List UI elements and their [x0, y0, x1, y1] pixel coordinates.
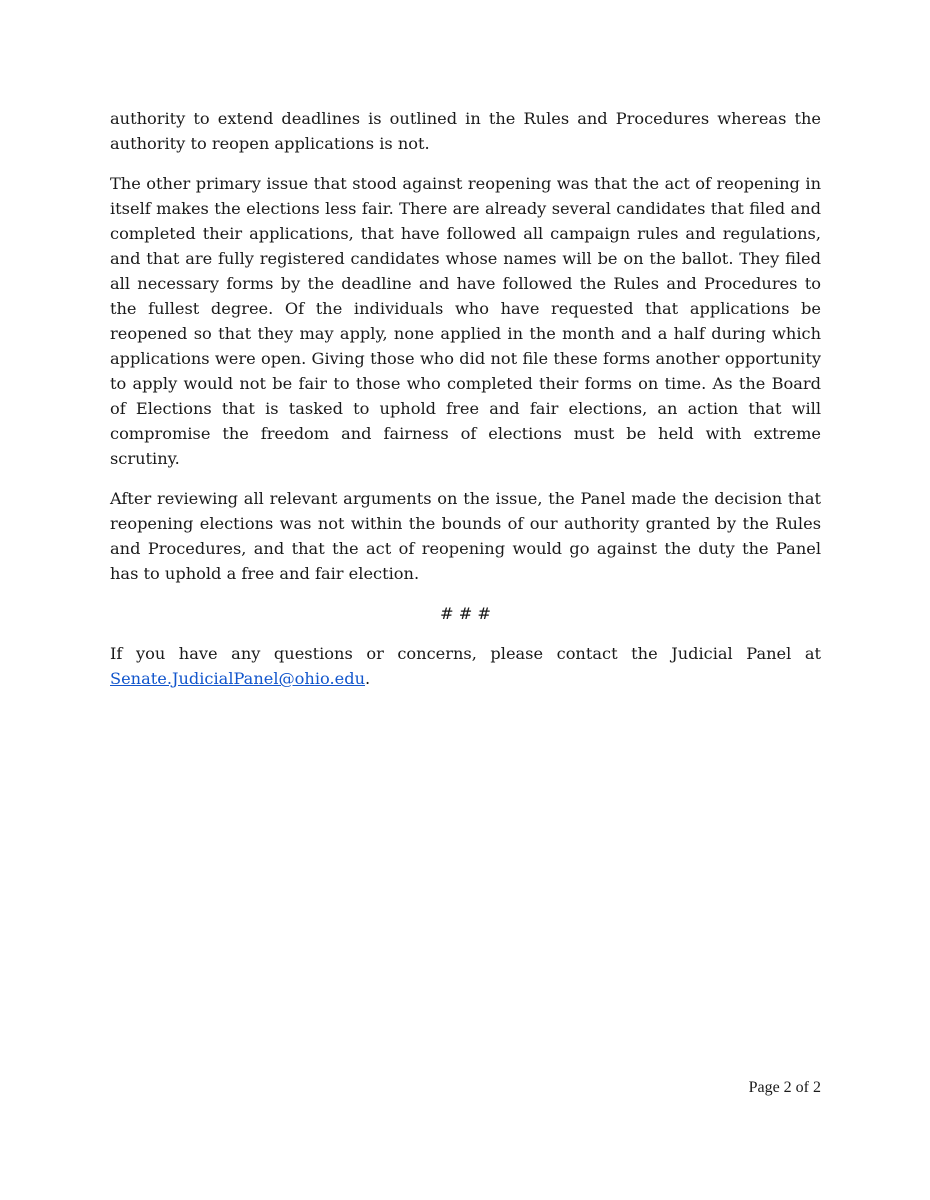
section-separator: # # # [440, 604, 491, 623]
contact-text: If you have any questions or concerns, please contact the Judicial Panel at [110, 644, 821, 663]
contact-trailing-period: . [365, 669, 371, 688]
contact-email-line [110, 666, 821, 691]
paragraph-decision: After reviewing all relevant arguments on the issue, the Panel made the decision that reopening elections was not within the bounds of our authority granted by the Rules and Procedures, and that the act of reopening would go against the duty the Panel has to uphold a free and fair election. [110, 489, 821, 583]
paragraph-authority: authority to extend deadlines is outlined in the Rules and Procedures whereas the authority to reopen applications is not. [110, 109, 821, 153]
email-link[interactable]: Senate.JudicialPanel@ohio.edu [110, 669, 366, 688]
page-number: Page 2 of 2 [748, 1079, 821, 1096]
paragraph-fairness: The other primary issue that stood against reopening was that the act of reopening in itself makes the elections less fair. There are already several candidates that filed and completed their applications, that have followed all campaign rules and regulations, and that are fully registered candidates whose names will be on the ballot. They filed all necessary forms by the deadline and have followed the Rules and Procedures to the fullest degree. Of the individuals who have requested that applications be reopened so that they may apply, none applied in the month and a half during which applications were open. Giving those who did not file these forms another opportunity to apply would not be fair to those who completed their forms on time. As the Board of Elections that is tasked to uphold free and fair elections, an action that will compromise the freedom and fairness of elections must be held with extreme scrutiny. [110, 174, 821, 468]
document-body [110, 106, 821, 691]
